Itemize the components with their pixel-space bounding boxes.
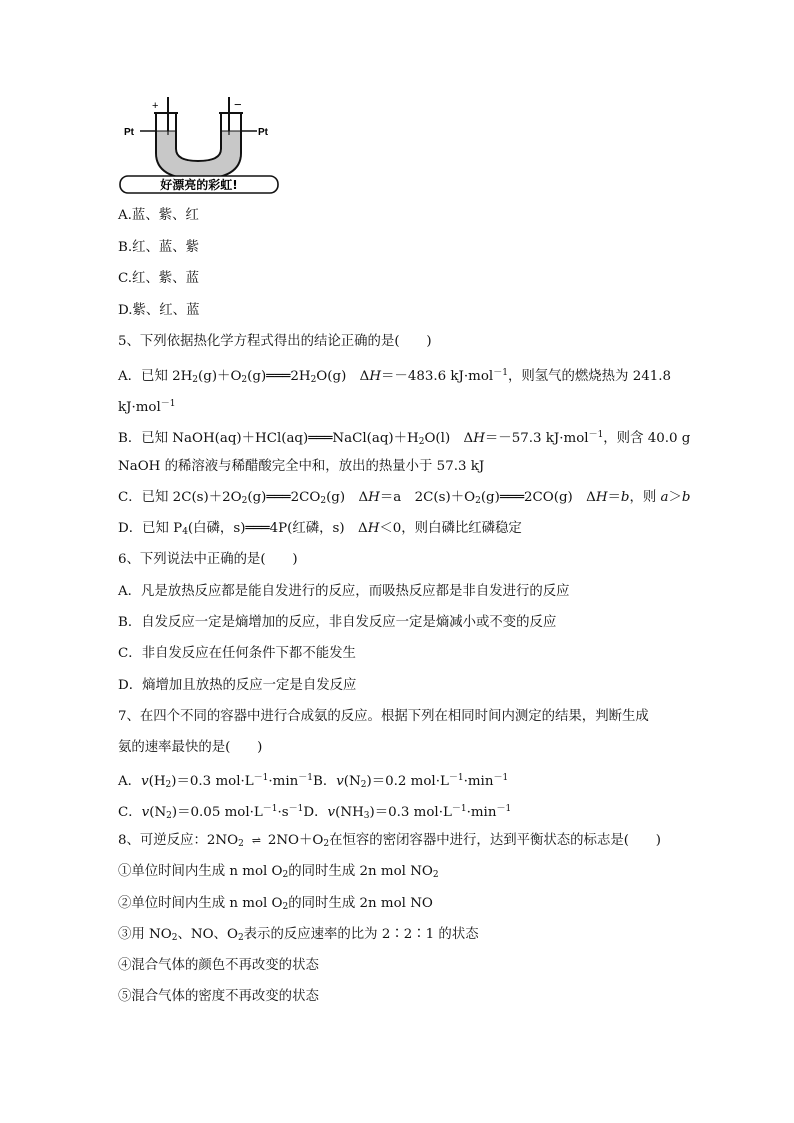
q4-option-b: B.红、蓝、紫: [118, 240, 200, 255]
q7-options-cd: C．$v(N_2)=0.05$ $mol\cdot L^{-1}\cdot s^{-1}D$．$v(NH_3)=0.3$ $mol\cdot L^{-1}\cdot\min^{-1}$: [118, 804, 512, 821]
pt-label-right: Pt: [258, 127, 268, 138]
q5-option-a-line1: A．已知 $2H_2(g)+O_2(g)═══2H_2O(g)$ ΔH＝－483.6 kJ·mol$^{-1}$，则氢气的燃烧热为 241.8: [118, 368, 672, 385]
q8-item-3: ③用 $NO_2$、NO、$O_2$表示的反应速率的比为 2∶2∶1 的状态: [118, 927, 479, 943]
q8-item-5: ⑤混合气体的密度不再改变的状态: [118, 989, 319, 1004]
q6-option-d: D．熵增加且放热的反应一定是自发反应: [118, 678, 357, 693]
equilibrium-arrow-icon: ⇌: [251, 834, 260, 847]
q5-option-a-line2: kJ·mol$^{-1}$: [118, 399, 176, 415]
q5-stem: 5、下列依据热化学方程式得出的结论正确的是( ): [118, 334, 432, 349]
u-tube-electrolysis-figure: [118, 95, 283, 195]
rainbow-banner-text: 好漂亮的彩虹!: [160, 178, 238, 192]
q7-stem-line2: 氨的速率最快的是( ): [118, 740, 263, 755]
u-tube-diagram: [118, 95, 283, 195]
q6-option-c: C．非自发反应在任何条件下都不能发生: [118, 646, 356, 661]
minus-sign: −: [234, 97, 242, 112]
q4-option-a: A.蓝、紫、红: [118, 208, 199, 223]
q5-option-b-line2: NaOH 的稀溶液与稀醋酸完全中和，放出的热量小于 57.3 kJ: [118, 459, 485, 474]
q5-option-c: C．已知 $2C(s)+2O_2(g)═══2CO_2(g)$ ΔH＝a $2C(s)+O_2(g)═══2CO(g)$ ΔH＝b，则 a＞b: [118, 490, 691, 506]
q7-options-ab: A．$v(H_2)=0.3$ $mol\cdot L^{-1}\cdot\min^{-1}B$．$v(N_2)=0.2$ $mol\cdot L^{-1}\cdot\min^{-1}$: [118, 773, 509, 790]
q5-option-b-line1: B．已知 $NaOH(aq)+HCl(aq)═══NaCl(aq)+H_2O(l)$ ΔH＝－57.3 kJ·mol$^{-1}$，则含 40.0 g: [118, 430, 691, 447]
pt-label-left: Pt: [124, 127, 134, 138]
q5-option-d: D．已知 $P_4$(白磷，s)═══4P(红磷，s) ΔH＜0，则白磷比红磷稳定: [118, 521, 522, 537]
q6-option-b: B．自发反应一定是熵增加的反应，非自发反应一定是熵减小或不变的反应: [118, 615, 557, 630]
q4-option-d: D.紫、红、蓝: [118, 303, 200, 318]
solution-fill: [157, 131, 240, 178]
u-tube-inner: [176, 113, 221, 161]
q6-stem: 6、下列说法中正确的是( ): [118, 552, 298, 567]
q8-item-2: ②单位时间内生成 n mol $O_2$的同时生成 2n mol NO: [118, 896, 433, 912]
q8-item-1: ①单位时间内生成 n mol $O_2$的同时生成 2n mol $NO_2$: [118, 864, 439, 880]
plus-sign: +: [152, 100, 159, 112]
q7-stem-line1: 7、在四个不同的容器中进行合成氨的反应。根据下列在相同时间内测定的结果，判断生成: [118, 709, 649, 724]
q6-option-a: A．凡是放热反应都是能自发进行的反应，而吸热反应都是非自发进行的反应: [118, 584, 570, 599]
q4-option-c: C.红、紫、蓝: [118, 271, 199, 286]
q8-item-4: ④混合气体的颜色不再改变的状态: [118, 958, 319, 973]
q8-stem: 8、可逆反应：$2NO_2$ ⇌ $2NO+O_2$在恒容的密闭容器中进行，达到平衡状态的标志是( ): [118, 833, 661, 849]
